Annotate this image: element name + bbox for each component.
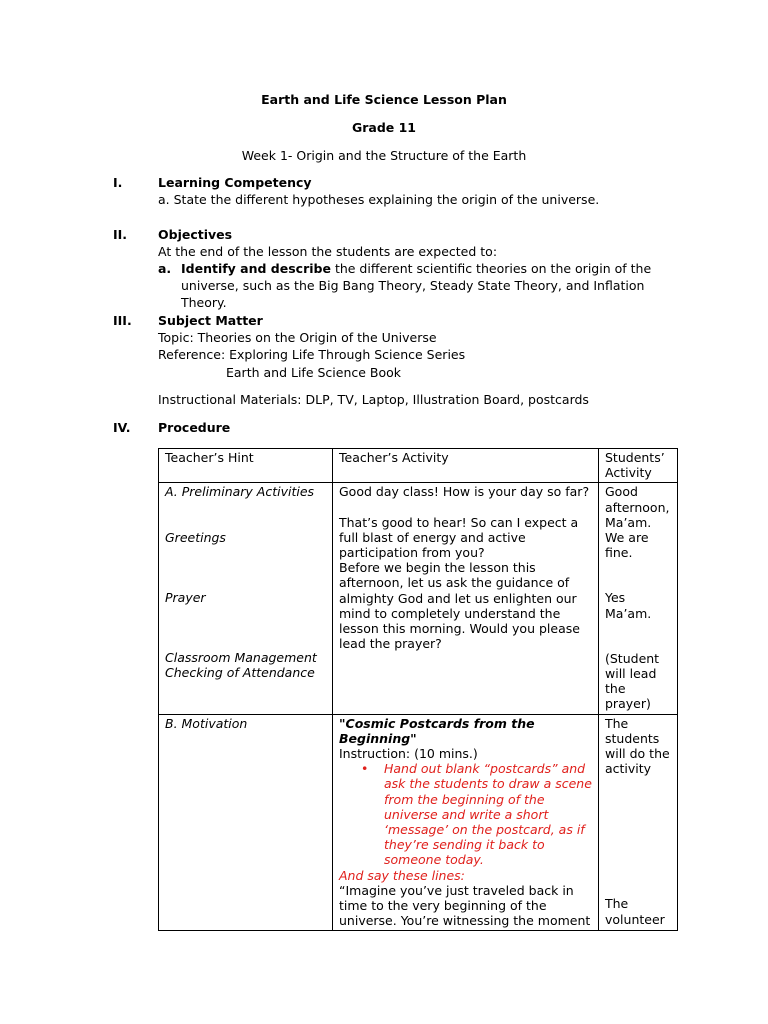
header-teacher-activity: Teacher’s Activity	[333, 449, 599, 483]
motivation-instruction: Instruction: (10 mins.)	[339, 746, 478, 762]
activity-energy: That’s good to hear! So can I expect a full blast of energy and active participation from you?	[339, 514, 579, 561]
table-row	[159, 714, 678, 930]
motivation-quote: “Imagine you’ve just traveled back in time to the very beginning of the universe. You’re witnessing the moment	[339, 882, 591, 928]
subject-materials: Instructional Materials: DLP, TV, Laptop, Illustration Board, postcards	[158, 392, 589, 407]
header-students-activity: Students’ Activity	[599, 449, 678, 483]
objective-item-line3: Theory.	[181, 295, 227, 310]
procedure-table	[158, 448, 678, 931]
hint-classroom-management: Classroom Management	[165, 650, 317, 666]
subject-reference-book: Earth and Life Science Book	[226, 365, 402, 380]
students-yes-reply: Yes Ma’am.	[605, 590, 652, 621]
motivation-bullet: • Hand out blank “postcards” and ask the students to draw a scene from the beginning of the universe and write a short ‘message’ on the postcard, as if they’re sending it back to someone today.	[339, 761, 593, 867]
competency-text: a. State the different hypotheses explaining the origin of the universe.	[158, 192, 600, 207]
section-number-4: IV.	[113, 420, 131, 435]
objective-marker: a.	[158, 261, 172, 276]
hint-motivation: B. Motivation	[159, 714, 333, 930]
students-cell-motivation	[599, 714, 678, 930]
activity-greeting: Good day class! How is your day so far?	[339, 484, 590, 500]
section-number-2: II.	[113, 227, 128, 242]
students-activity-reply: The students will do the activity	[605, 715, 670, 777]
table-header-row	[159, 449, 678, 483]
hint-cell-preliminary	[159, 483, 333, 714]
objective-bold: Identify and describe	[181, 261, 331, 276]
objective-item-line2: universe, such as the Big Bang Theory, Steady State Theory, and Inflation	[181, 278, 645, 293]
section-number-1: I.	[113, 175, 123, 190]
activity-cell-preliminary	[333, 483, 599, 714]
hint-attendance: Checking of Attendance	[165, 665, 315, 681]
activity-cell-motivation	[333, 714, 599, 930]
hint-preliminary: A. Preliminary Activities	[165, 484, 315, 500]
grade-heading: Grade 11	[351, 120, 417, 135]
section-number-3: III.	[113, 313, 132, 328]
section-heading-objectives: Objectives	[158, 227, 233, 242]
students-prayer-reply: (Student will lead the prayer)	[605, 650, 660, 712]
hint-greetings: Greetings	[165, 529, 226, 545]
motivation-title: "Cosmic Postcards from the Beginning"	[339, 715, 535, 746]
section-heading-competency: Learning Competency	[158, 175, 312, 190]
week-heading: Week 1- Origin and the Structure of the Earth	[241, 148, 527, 163]
section-heading-procedure: Procedure	[158, 420, 231, 435]
subject-reference: Reference: Exploring Life Through Science Series	[158, 347, 466, 362]
objective-item-line1	[181, 260, 651, 277]
objectives-intro: At the end of the lesson the students are expected to:	[158, 244, 498, 259]
section-heading-subject: Subject Matter	[158, 313, 263, 328]
activity-prayer: Before we begin the lesson this afternoon, let us ask the guidance of almighty God and let us enlighten our mind to completely understand the lesson this morning. Would you please lead the prayer?	[339, 560, 580, 652]
motivation-say: And say these lines:	[339, 867, 465, 883]
header-teacher-hint: Teacher’s Hint	[159, 449, 333, 483]
students-greeting-reply: Good afternoon, Ma’am. We are fine.	[605, 484, 670, 561]
hint-prayer: Prayer	[165, 589, 206, 605]
students-volunteer: The volunteer	[605, 896, 665, 927]
document-title: Earth and Life Science Lesson Plan	[261, 92, 507, 107]
objective-line1-text: the different scientific theories on the origin of the	[330, 261, 652, 276]
subject-topic: Topic: Theories on the Origin of the Universe	[158, 330, 437, 345]
students-cell-preliminary	[599, 483, 678, 714]
table-row	[159, 483, 678, 714]
